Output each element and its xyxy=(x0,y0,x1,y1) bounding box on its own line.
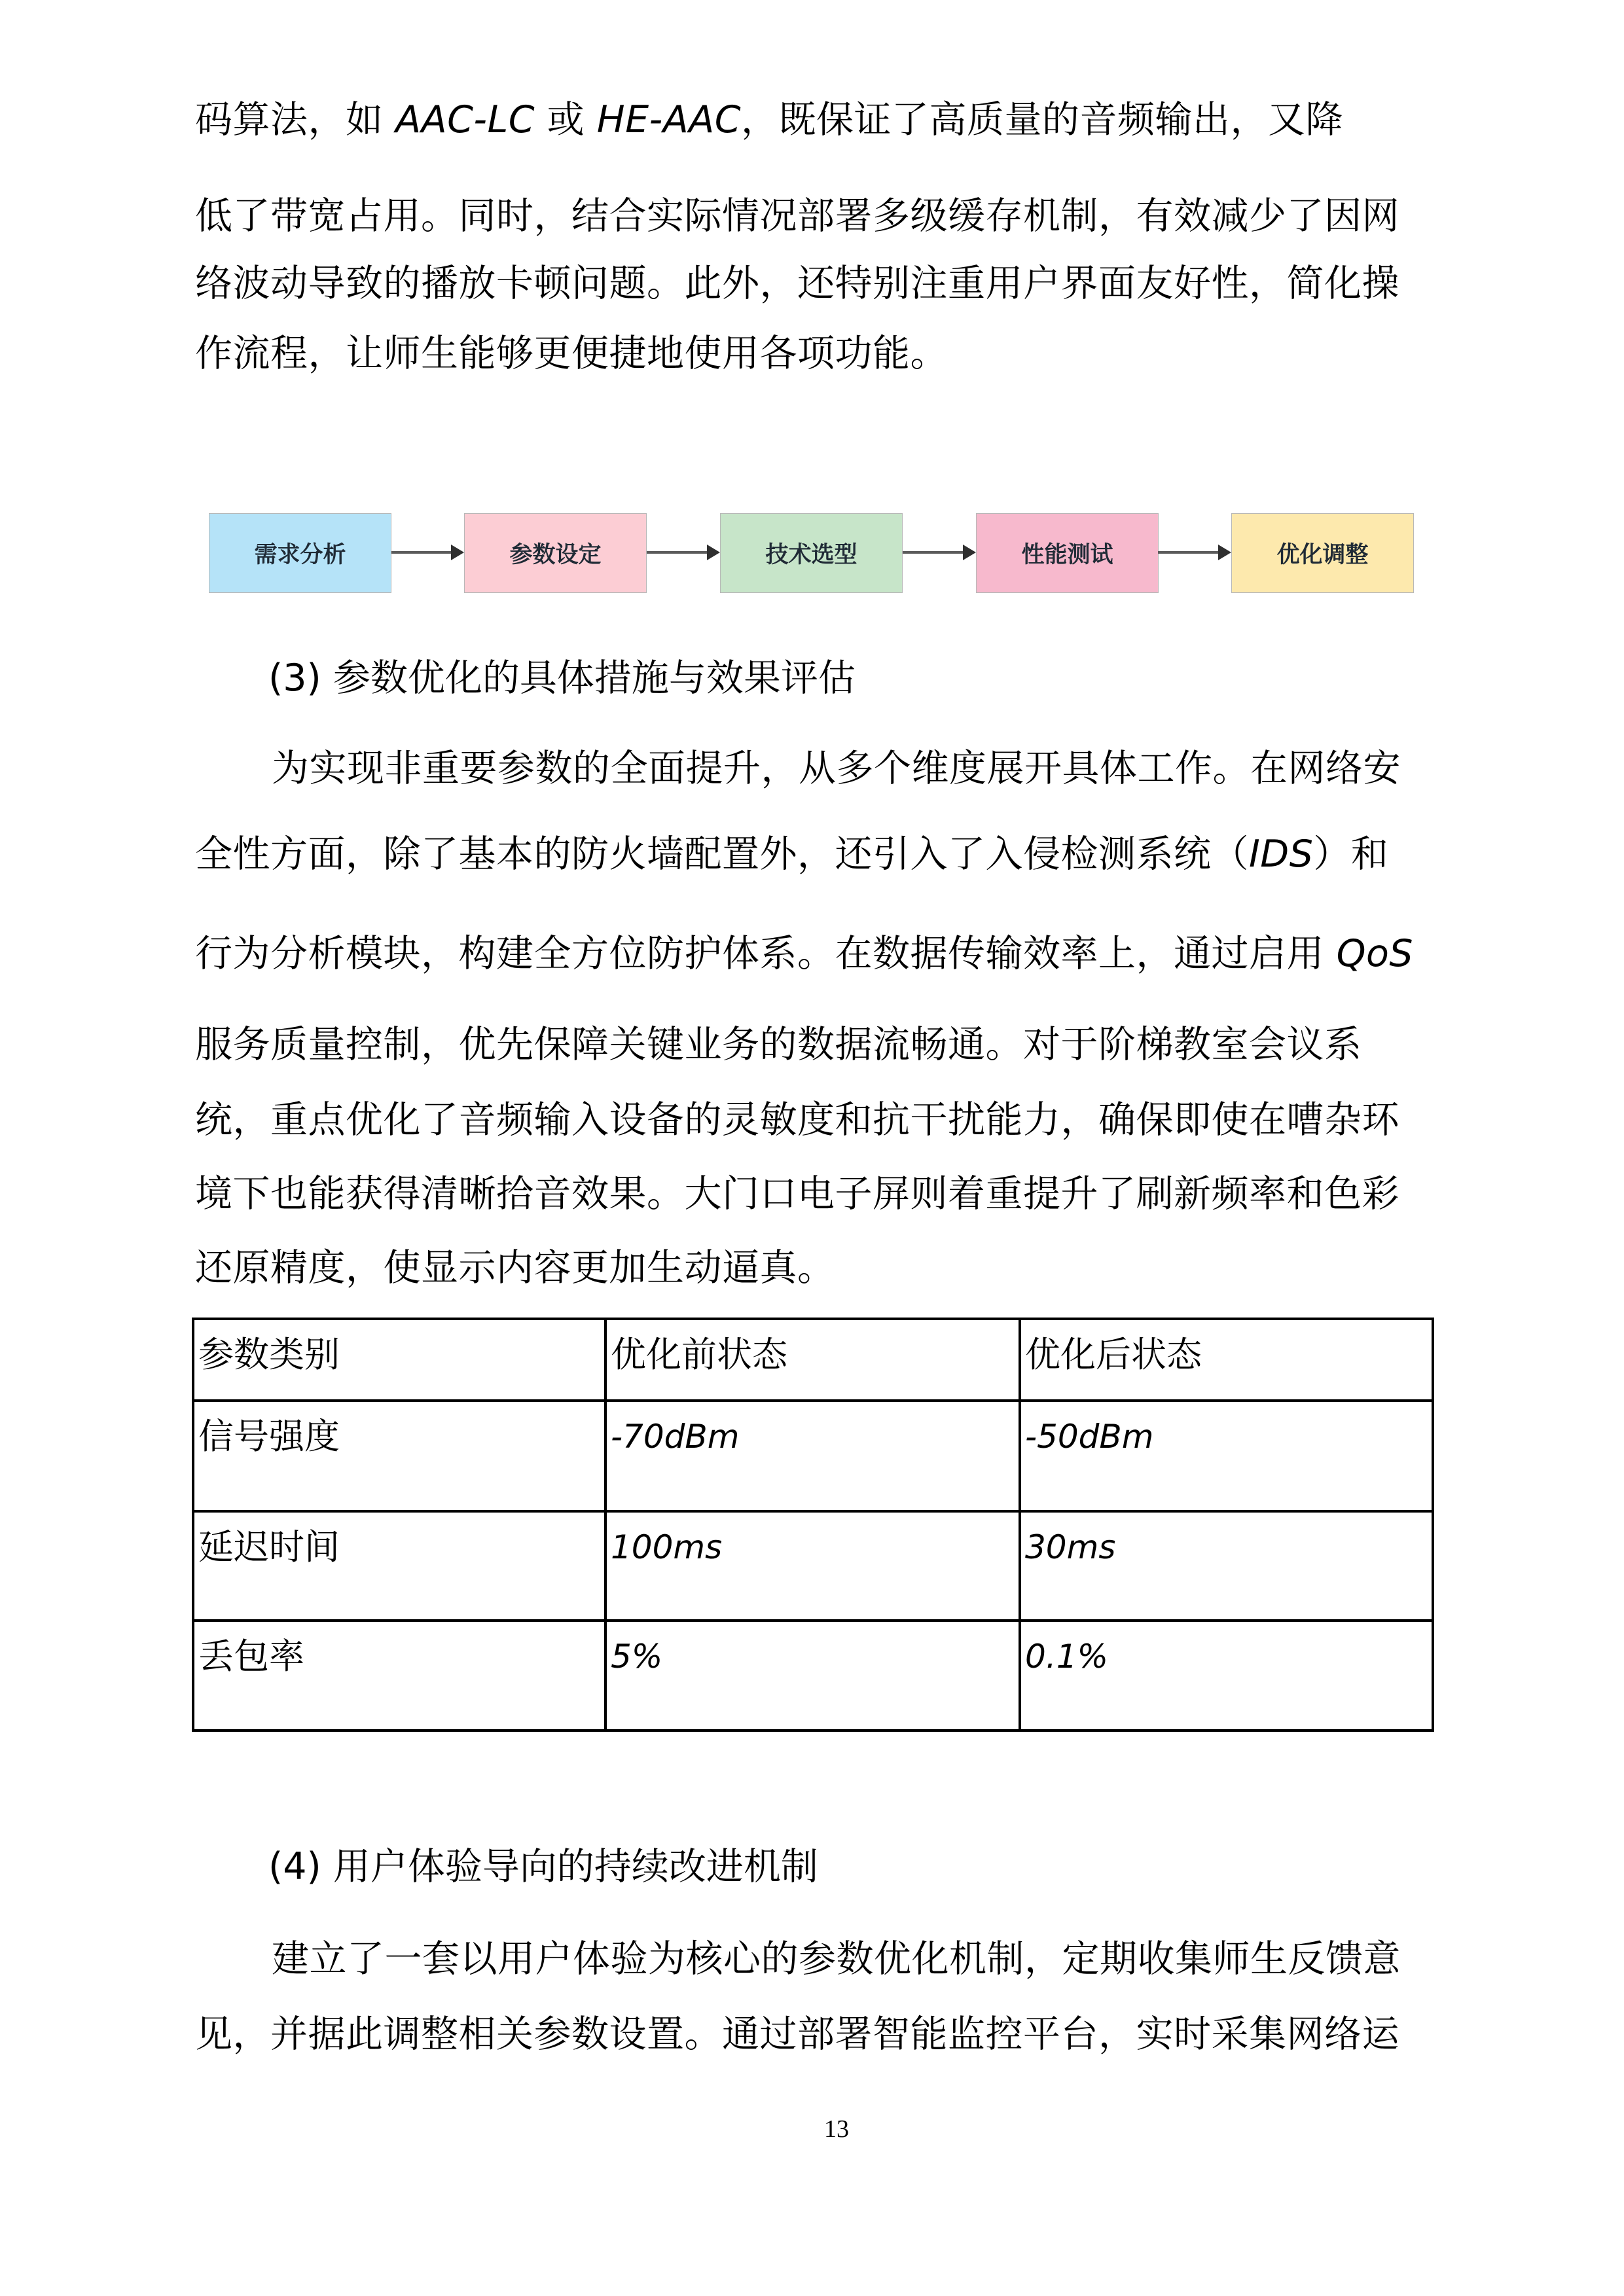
text-run: 码算法，如 xyxy=(195,98,396,141)
codec-name: AAC-LC xyxy=(395,98,535,141)
flow-step-label: 参数设定 xyxy=(509,542,602,568)
text-run: 或 xyxy=(535,98,597,141)
flow-arrow-line xyxy=(903,551,964,554)
table-cell-before: 100ms xyxy=(605,1511,1020,1621)
table-header-cell: 优化前状态 xyxy=(605,1319,1020,1401)
text-run: ）和 xyxy=(1313,833,1389,876)
paragraph-line: 络波动导致的播放卡顿问题。此外，还特别注重用户界面友好性，简化操 xyxy=(195,262,1399,305)
paragraph-line: 境下也能获得清晰拾音效果。大门口电子屏则着重提升了刷新频率和色彩 xyxy=(195,1172,1399,1215)
paragraph-line: 建立了一套以用户体验为核心的参数优化机制，定期收集师生反馈意 xyxy=(272,1937,1401,1981)
table-cell-parameter: 丢包率 xyxy=(193,1621,605,1731)
section-heading-3 xyxy=(268,655,856,701)
paragraph-line: 为实现非重要参数的全面提升，从多个维度展开具体工作。在网络安 xyxy=(272,747,1401,790)
table-header-cell: 优化后状态 xyxy=(1020,1319,1433,1401)
paragraph-line: 服务质量控制，优先保障关键业务的数据流畅通。对于阶梯教室会议系 xyxy=(195,1023,1362,1066)
text-run: 全性方面，除了基本的防火墙配置外，还引入了入侵检测系统（ xyxy=(195,833,1249,876)
table-cell-after: -50dBm xyxy=(1020,1401,1433,1511)
arrow-right-icon xyxy=(707,545,720,560)
flow-step-parameter-setting xyxy=(464,513,647,593)
table-cell-after: 0.1% xyxy=(1020,1621,1433,1731)
flow-step-optimization-adjustment xyxy=(1231,513,1414,593)
text-run: 行为分析模块，构建全方位防护体系。在数据传输效率上，通过启用 xyxy=(195,932,1337,975)
flow-arrow-line xyxy=(647,551,708,554)
table-cell-before: -70dBm xyxy=(605,1401,1020,1511)
parameter-comparison-table xyxy=(192,1318,1434,1732)
flow-step-requirements-analysis xyxy=(209,513,391,593)
paragraph-line: 见，并据此调整相关参数设置。通过部署智能监控平台，实时采集网络运 xyxy=(195,2013,1399,2056)
text-run: ，既保证了高质量的音频输出，又降 xyxy=(741,98,1344,141)
table-header-cell: 参数类别 xyxy=(193,1319,605,1401)
flow-step-label: 优化调整 xyxy=(1276,542,1369,568)
section-title: 参数优化的具体措施与效果评估 xyxy=(321,656,856,700)
table-row xyxy=(193,1401,1433,1511)
arrow-right-icon xyxy=(1218,545,1231,560)
paragraph-line: 统，重点优化了音频输入设备的灵敏度和抗干扰能力，确保即使在嘈杂环 xyxy=(195,1098,1399,1141)
section-heading-4 xyxy=(268,1844,818,1890)
flow-step-technology-selection xyxy=(720,513,903,593)
arrow-right-icon xyxy=(963,545,976,560)
page-number: 13 xyxy=(824,2115,849,2143)
section-number: (4) xyxy=(268,1845,321,1888)
paragraph-line xyxy=(195,831,1388,877)
table-row xyxy=(193,1621,1433,1731)
flow-step-label: 技术选型 xyxy=(765,542,857,568)
paragraph-line: 还原精度，使显示内容更加生动逼真。 xyxy=(195,1246,835,1289)
paragraph-line: 低了带宽占用。同时，结合实际情况部署多级缓存机制，有效减少了因网 xyxy=(195,194,1399,238)
flow-arrow-line xyxy=(391,551,452,554)
paragraph-line xyxy=(195,97,1343,143)
arrow-right-icon xyxy=(451,545,464,560)
table-cell-after: 30ms xyxy=(1020,1511,1433,1621)
table-cell-before: 5% xyxy=(605,1621,1020,1731)
table-header-row xyxy=(193,1319,1433,1401)
table-row xyxy=(193,1511,1433,1621)
flow-step-label: 需求分析 xyxy=(254,542,346,568)
paragraph-line xyxy=(195,931,1413,977)
table-cell-parameter: 信号强度 xyxy=(193,1401,605,1511)
flow-step-label: 性能测试 xyxy=(1021,542,1113,568)
codec-name: HE-AAC xyxy=(596,98,742,141)
paragraph-line: 作流程，让师生能够更便捷地使用各项功能。 xyxy=(195,332,948,375)
acronym: IDS xyxy=(1249,833,1314,876)
table-cell-parameter: 延迟时间 xyxy=(193,1511,605,1621)
section-title: 用户体验导向的持续改进机制 xyxy=(321,1845,818,1888)
flow-arrow-line xyxy=(1158,551,1219,554)
section-number: (3) xyxy=(268,656,321,700)
flow-step-performance-testing xyxy=(976,513,1159,593)
acronym: QoS xyxy=(1336,932,1414,975)
